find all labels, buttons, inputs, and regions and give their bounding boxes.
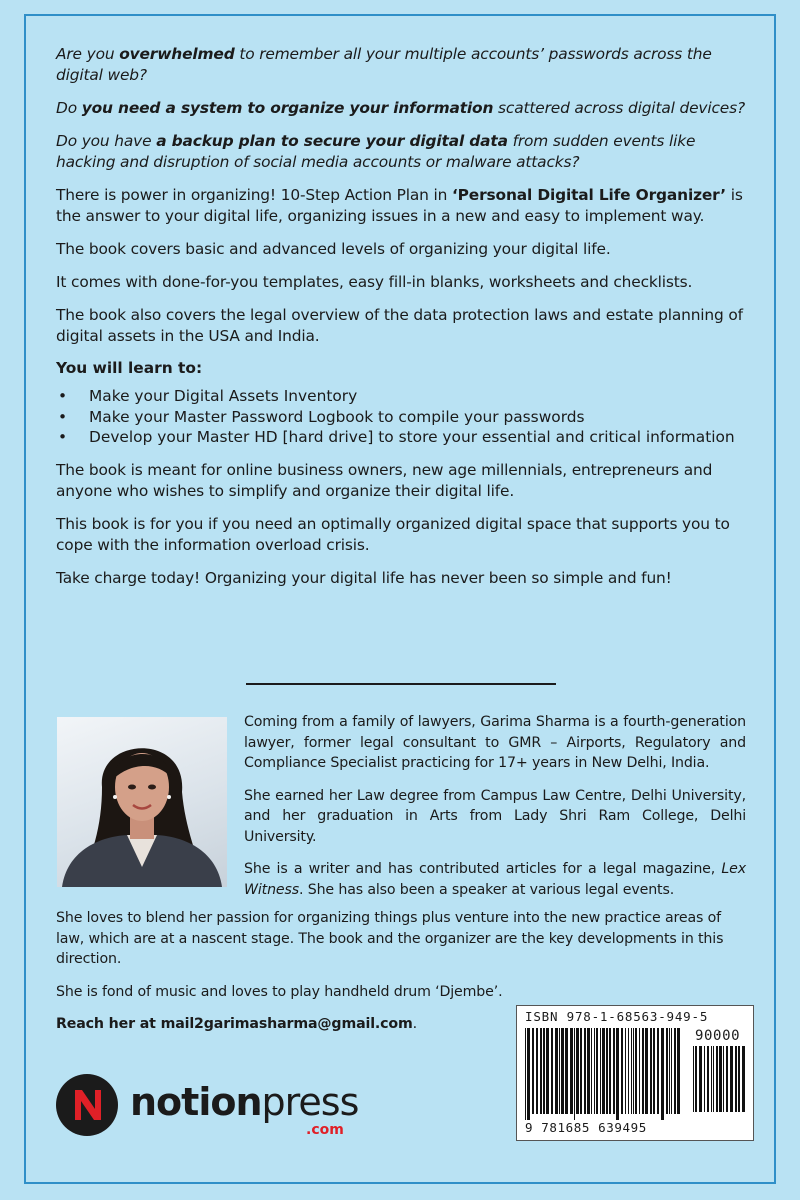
barcode-bar — [669, 1028, 670, 1114]
barcode-bar — [596, 1028, 598, 1114]
barcode-bar — [546, 1028, 549, 1114]
bullet-icon: • — [58, 407, 68, 426]
barcode-bar — [551, 1028, 553, 1114]
barcode-bar — [713, 1046, 714, 1112]
publisher-domain: .com — [306, 1122, 344, 1138]
barcode-bar — [639, 1028, 640, 1114]
barcode-bar — [650, 1028, 652, 1114]
bio-education: She earned her Law degree from Campus Law Centre, Delhi University, and her graduation in Arts from Lady Shri Ram College, Delhi University. — [244, 787, 746, 845]
paragraph-take-charge: Take charge today! Organizing your digital life has never been so simple and fun! — [56, 568, 672, 587]
bio-writer: She is a writer and has contributed articles for a legal magazine, Lex Witness. She has also been a speaker at various legal events. — [244, 861, 746, 898]
list-item: • Make your Master Password Logbook to compile your passwords — [58, 407, 585, 426]
barcode-bar — [699, 1046, 702, 1112]
barcode-bar — [653, 1028, 655, 1114]
barcode-bar — [602, 1028, 605, 1114]
barcode-bar — [600, 1028, 601, 1114]
publisher-logo — [56, 1074, 359, 1138]
barcode-bar — [580, 1028, 582, 1114]
learn-heading: You will learn to: — [56, 359, 203, 377]
learn-list — [56, 386, 752, 448]
barcode-bar — [621, 1028, 623, 1114]
barcode-bar — [716, 1046, 718, 1112]
barcode-bar — [723, 1046, 724, 1112]
paragraph-for-you: This book is for you if you need an optimally organized digital space that supports you to cope with the information overload crisis. — [56, 514, 730, 554]
barcode-bar — [555, 1028, 558, 1114]
question-backup: Do you have a backup plan to secure your digital data from sudden events like hacking and disruption of social media accounts or malware attacks? — [56, 132, 696, 171]
paragraph-audience: The book is meant for online business owners, new age millennials, entrepreneurs and anyone who wishes to simplify and organize their digital life. — [56, 460, 713, 500]
barcode-bar — [570, 1028, 573, 1114]
barcode-bar — [576, 1028, 579, 1114]
question-passwords: Are you overwhelmed to remember all your multiple accounts’ passwords across the digital web? — [56, 45, 712, 84]
barcode-bar — [561, 1028, 564, 1114]
bullet-icon: • — [58, 428, 68, 446]
back-cover-text — [56, 44, 752, 601]
barcode-bar — [711, 1046, 712, 1112]
paragraph-power: There is power in organizing! 10-Step Action Plan in ‘Personal Digital Life Organizer’ is the answer to your digital life, organizing issues in a new and easy to implement way. — [56, 186, 743, 225]
list-item: • Develop your Master HD [hard drive] to store your essential and critical information — [58, 428, 735, 446]
barcode-bar — [565, 1028, 568, 1114]
author-bio-top — [244, 712, 746, 912]
barcode-bar — [742, 1046, 745, 1112]
barcode-bar — [735, 1046, 737, 1112]
barcode-bar — [543, 1028, 545, 1114]
notion-press-logo-icon — [56, 1074, 118, 1136]
bullet-icon: • — [58, 387, 68, 405]
barcode-bar — [574, 1028, 575, 1120]
price-code: 90000 — [695, 1028, 741, 1044]
bio-music: She is fond of music and loves to play handheld drum ‘Djembe’. — [56, 983, 503, 1000]
barcode-bar — [642, 1028, 644, 1114]
paragraph-templates: It comes with done-for-you templates, easy fill-in blanks, worksheets and checklists. — [56, 273, 693, 291]
barcode-bar — [666, 1028, 668, 1114]
barcode-bar — [591, 1028, 592, 1114]
barcode-bar — [631, 1028, 632, 1114]
barcode-bar — [645, 1028, 648, 1114]
barcode-bar — [657, 1028, 659, 1114]
barcode-bar — [661, 1028, 664, 1120]
barcode-bar — [738, 1046, 740, 1112]
barcode-bar — [695, 1046, 697, 1112]
barcode-bar — [613, 1028, 615, 1114]
barcode-bar — [693, 1046, 694, 1112]
question-system: Do you need a system to organize your information scattered across digital devices? — [56, 99, 746, 117]
list-item: • Make your Digital Assets Inventory — [58, 387, 358, 405]
bio-passion: She loves to blend her passion for organizing things plus venture into the new practice areas of law, which are at a nascent stage. The book and the organizer are the key developments in this direction. — [56, 910, 724, 967]
barcode-bar — [635, 1028, 637, 1114]
barcode-bar — [609, 1028, 611, 1114]
barcode-bar — [671, 1028, 672, 1114]
barcode-bar — [633, 1028, 634, 1114]
barcode-bar — [559, 1028, 560, 1114]
bio-background: Coming from a family of lawyers, Garima Sharma is a fourth-generation lawyer, former legal consultant to GMR – Airports, Regulatory and Compliance Specialist practicing for 17+ years in New Delhi, India. — [244, 714, 746, 771]
barcode-bar — [594, 1028, 595, 1114]
barcode-bar — [616, 1028, 619, 1120]
barcode-bar — [525, 1028, 526, 1120]
barcode-addon-bars — [693, 1046, 745, 1118]
author-photo — [57, 717, 227, 887]
barcode-bar — [536, 1028, 538, 1114]
paragraph-legal: The book also covers the legal overview of the data protection laws and estate planning of digital assets in the USA and India. — [56, 306, 743, 345]
barcode-digits: 9 781685 639495 — [525, 1120, 647, 1135]
barcode-bar — [726, 1046, 728, 1112]
author-contact: Reach her at mail2garimasharma@gmail.com. — [56, 1016, 418, 1032]
barcode-bar — [540, 1028, 542, 1114]
barcode-bar — [674, 1028, 676, 1114]
barcode-bar — [719, 1046, 722, 1112]
barcode-bar — [532, 1028, 534, 1114]
barcode-bar — [628, 1028, 629, 1114]
section-divider — [246, 683, 556, 685]
barcode-bar — [625, 1028, 626, 1114]
barcode-bar — [584, 1028, 586, 1114]
barcode-bar — [707, 1046, 709, 1112]
barcode-bar — [704, 1046, 705, 1112]
barcode-bar — [587, 1028, 590, 1114]
barcode-main-bars — [525, 1028, 683, 1120]
isbn-barcode-box — [516, 1005, 754, 1141]
barcode-bar — [677, 1028, 680, 1114]
barcode-bar — [527, 1028, 530, 1120]
barcode-bar — [606, 1028, 608, 1114]
publisher-name: notionpress — [130, 1080, 359, 1124]
isbn-number: ISBN 978-1-68563-949-5 — [525, 1009, 709, 1024]
barcode-bar — [730, 1046, 733, 1112]
paragraph-levels: The book covers basic and advanced levels of organizing your digital life. — [56, 240, 611, 258]
